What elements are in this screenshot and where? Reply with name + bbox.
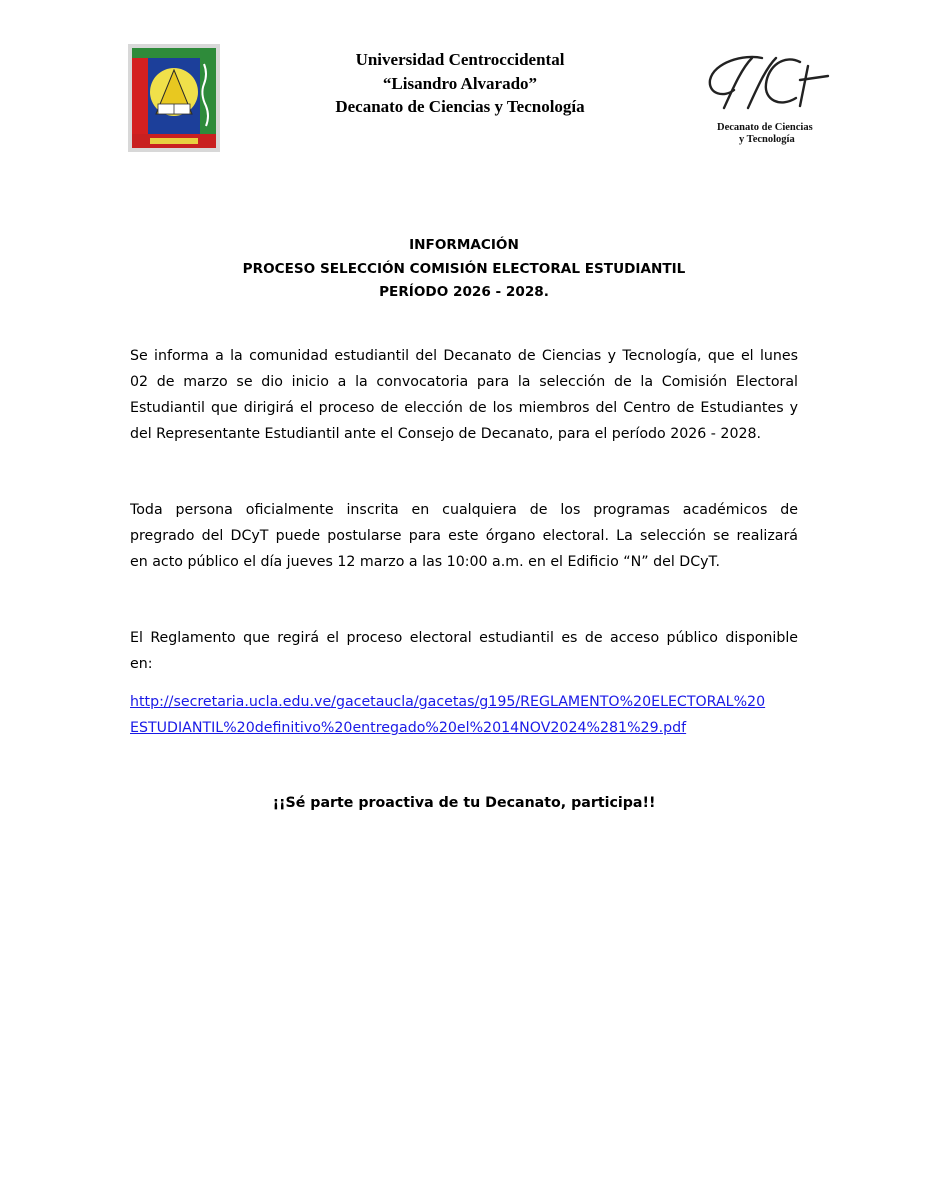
paragraph-line: 02 de marzo se dio inicio a la convocatoria para la selección de la Comisión Electoral: [130, 374, 798, 390]
paragraph-line: del Representante Estudiantil ante el Consejo de Decanato, para el período 2026 - 2028.: [130, 426, 762, 442]
paragraph-line: Estudiantil que dirigirá el proceso de elección de los miembros del Centro de Estudiantes y: [130, 400, 798, 416]
paragraph-eligibility: [130, 497, 798, 575]
closing-call-to-action: ¡¡Sé parte proactiva de tu Decanato, participa!!: [272, 795, 656, 811]
paragraph-line: en:: [130, 656, 153, 672]
title-line-3: PERÍODO 2026 - 2028.: [379, 284, 549, 300]
university-crest-logo: [128, 44, 220, 152]
title-line-2: PROCESO SELECCIÓN COMISIÓN ELECTORAL ESTUDIANTIL: [242, 260, 686, 277]
dcyt-logo-caption-2: y Tecnología: [739, 134, 795, 145]
faculty-name: Decanato de Ciencias y Tecnología: [335, 97, 585, 116]
announcement-title: [130, 234, 798, 305]
dcyt-logo: [704, 46, 834, 146]
paragraph-announcement: [130, 343, 798, 447]
university-name: Universidad Centroccidental: [355, 50, 565, 69]
regulation-link-line-1[interactable]: http://secretaria.ucla.edu.ve/gacetaucla/gacetas/g195/REGLAMENTO%20ELECTORAL%20: [130, 694, 766, 710]
university-namesake: “Lisandro Alvarado”: [382, 73, 538, 93]
paragraph-line: pregrado del DCyT puede postularse para este órgano electoral. La selección se realizará: [130, 528, 798, 544]
paragraph-regulation: [130, 625, 798, 677]
paragraph-line: Se informa a la comunidad estudiantil del Decanato de Ciencias y Tecnología, que el lunes: [130, 348, 798, 364]
regulation-link[interactable]: [130, 689, 798, 741]
dcyt-logo-caption-1: Decanato de Ciencias: [717, 122, 813, 133]
paragraph-line: Toda persona oficialmente inscrita en cualquiera de los programas académicos de: [130, 502, 798, 518]
title-line-1: INFORMACIÓN: [409, 237, 519, 253]
regulation-link-line-2[interactable]: ESTUDIANTIL%20definitivo%20entregado%20el%2014NOV2024%281%29.pdf: [130, 720, 687, 736]
paragraph-line: en acto público el día jueves 12 marzo a las 10:00 a.m. en el Edificio “N” del DCyT.: [130, 554, 721, 570]
institution-header: [300, 48, 620, 119]
paragraph-line: El Reglamento que regirá el proceso electoral estudiantil es de acceso público disponible: [130, 630, 798, 646]
